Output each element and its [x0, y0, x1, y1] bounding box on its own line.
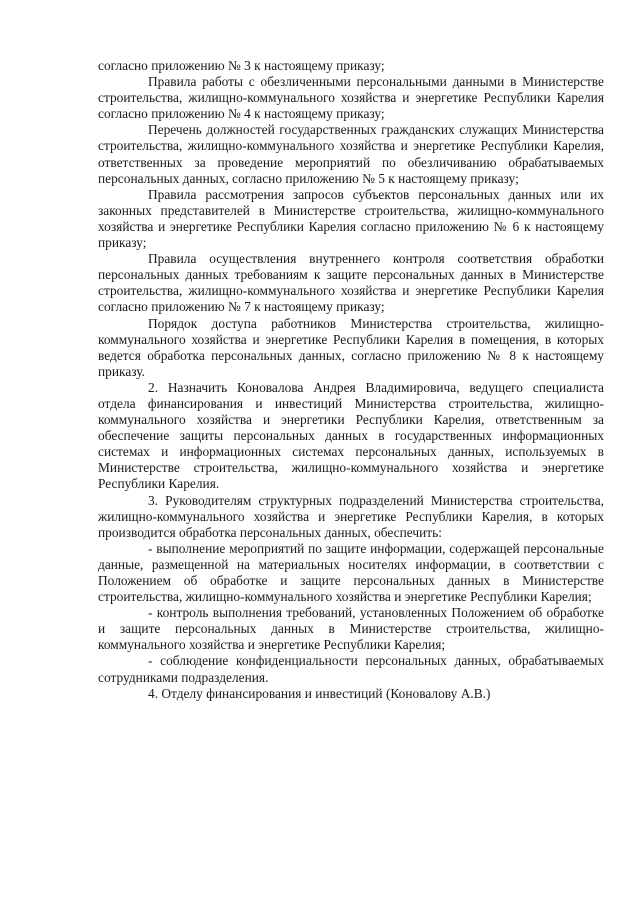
paragraph-appendix-6-requests: Правила рассмотрения запросов субъектов персональных данных или их законных представителей в Министерстве строительства, жилищно-коммунального хозяйства и энергетике Республики Карелия согласно приложению № 6 к настоящему приказу;	[98, 186, 604, 251]
paragraph-item-4-department: 4. Отделу финансирования и инвестиций (Коновалову А.В.)	[148, 685, 491, 701]
paragraph-bullet-control: - контроль выполнения требований, установленных Положением об обработке и защите персональных данных в Министерстве строительства, жилищно-коммунального хозяйства и энергетике Республики Карелия;	[98, 605, 604, 653]
paragraph-appendix-4-rules: Правила работы с обезличенными персональными данными в Министерстве строительства, жилищно-коммунального хозяйства и энергетике Республики Карелия согласно приложению № 4 к настоящему приказу;	[98, 74, 604, 122]
paragraph-bullet-confidentiality: - соблюдение конфиденциальности персональных данных, обрабатываемых сотрудниками подразделения.	[98, 653, 604, 685]
paragraph-appendix-8-access: Порядок доступа работников Министерства строительства, жилищно-коммунального хозяйства и энергетике Республики Карелия в помещения, в которых ведется обработка персональных данных, согласно приложению № 8 к настоящему приказу.	[98, 315, 604, 379]
paragraph-appendix-5-positions: Перечень должностей государственных гражданских служащих Министерства строительства, жилищно-коммунального хозяйства и энергетике Республики Карелия, ответственных за проведение мероприятий по обезличиванию обрабатываемых персональных данных, согласно приложению № 5 к настоящему приказу;	[98, 122, 604, 186]
paragraph-bullet-protection: - выполнение мероприятий по защите информации, содержащей персональные данные, размещенной на материальных носителях информации, в соответствии с Положением об обработке и защите персональных данных в Министерстве строительства, жилищно-коммунального хозяйства и энергетике Республики Карелия;	[98, 540, 604, 605]
document-page	[98, 58, 604, 702]
paragraph-item-3-heads: 3. Руководителям структурных подразделений Министерства строительства, жилищно-коммунального хозяйства и энергетике Республики Карелия, в которых производится обработка персональных данных, обеспечить:	[98, 492, 604, 540]
paragraph-appendix-7-control: Правила осуществления внутреннего контроля соответствия обработки персональных данных требованиям к защите персональных данных в Министерстве строительства, жилищно-коммунального хозяйства и энергетике Республики Карелия согласно приложению № 7 к настоящему приказу;	[98, 251, 604, 315]
paragraph-item-2-appoint: 2. Назначить Коновалова Андрея Владимировича, ведущего специалиста отдела финансирования и инвестиций Министерства строительства, жилищно-коммунального хозяйства и энергетики Республики Карелия, ответственным за обеспечение защиты персональных данных в государственных информационных системах и информационных системах персональных данных, используемых в Министерстве строительства, жилищно-коммунального хозяйства и энергетике Республики Карелия.	[98, 379, 604, 492]
paragraph-appendix-3-continuation: согласно приложению № 3 к настоящему приказу;	[98, 58, 385, 73]
